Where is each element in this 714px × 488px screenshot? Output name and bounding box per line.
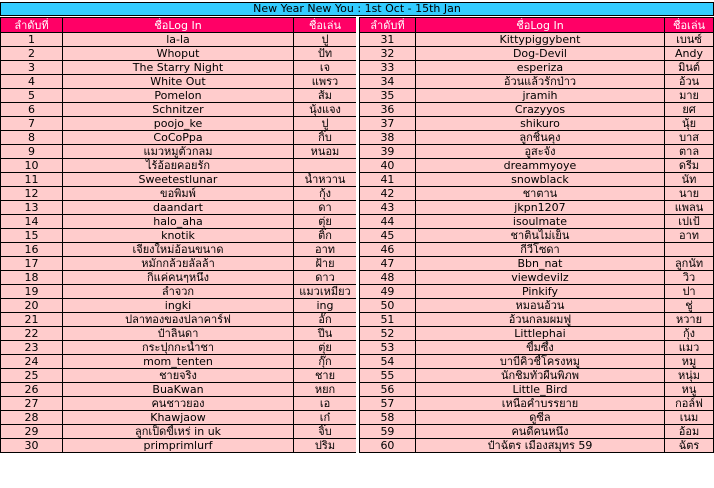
cell-number[interactable]: 38 (360, 131, 416, 145)
cell-login[interactable]: mom_tenten (63, 355, 294, 369)
cell-nickname[interactable]: ดา (294, 201, 357, 215)
cell-nickname[interactable]: ส้ม (294, 89, 357, 103)
cell-login[interactable]: la-la (63, 33, 294, 47)
table-row (360, 159, 714, 173)
table-row (360, 355, 714, 369)
table-row (360, 75, 714, 89)
table-row (1, 257, 357, 271)
cell-number[interactable]: 48 (360, 271, 416, 285)
cell-number[interactable]: 47 (360, 257, 416, 271)
cell-number[interactable]: 41 (360, 173, 416, 187)
cell-nickname[interactable]: อั๊ก (294, 313, 357, 327)
table-row (360, 257, 714, 271)
cell-nickname[interactable]: นาย (665, 187, 714, 201)
cell-number[interactable]: 12 (1, 187, 63, 201)
cell-nickname[interactable]: หวาย (665, 313, 714, 327)
cell-login[interactable]: หมอนอ้วน (415, 299, 664, 313)
cell-nickname[interactable]: Andy (665, 47, 714, 61)
table-row (360, 397, 714, 411)
cell-number[interactable]: 36 (360, 103, 416, 117)
cell-number[interactable]: 55 (360, 369, 416, 383)
cell-number[interactable]: 19 (1, 285, 63, 299)
cell-login[interactable]: อ้วนกลมผมฟู (415, 313, 664, 327)
cell-login[interactable]: BuaKwan (63, 383, 294, 397)
header-number[interactable]: ลำดับที่ (1, 18, 63, 33)
cell-login[interactable]: นักชิมทั่วผืนพิภพ (415, 369, 664, 383)
cell-login[interactable]: ลำจวก (63, 285, 294, 299)
cell-number[interactable]: 10 (1, 159, 63, 173)
cell-number[interactable]: 35 (360, 89, 416, 103)
cell-number[interactable]: 53 (360, 341, 416, 355)
table-row (1, 313, 357, 327)
table-row (1, 355, 357, 369)
cell-login[interactable]: knotik (63, 229, 294, 243)
cell-login[interactable]: CoCoPpa (63, 131, 294, 145)
table-row (1, 117, 357, 131)
table-row (1, 47, 357, 61)
cell-login[interactable]: กีวีโซดา (415, 243, 664, 257)
cell-nickname[interactable]: เอ (294, 397, 357, 411)
header-row (360, 18, 714, 33)
cell-nickname[interactable]: เปเป้ (665, 215, 714, 229)
cell-nickname[interactable]: เนม (665, 411, 714, 425)
table-row (1, 243, 357, 257)
table-row (360, 425, 714, 439)
table-row (1, 103, 357, 117)
cell-number[interactable]: 32 (360, 47, 416, 61)
table-row (360, 47, 714, 61)
cell-nickname[interactable]: นุ้ย (665, 117, 714, 131)
cell-number[interactable]: 9 (1, 145, 63, 159)
cell-number[interactable]: 31 (360, 33, 416, 47)
cell-nickname[interactable]: หนู (665, 383, 714, 397)
cell-login[interactable]: Pomelon (63, 89, 294, 103)
table-row (360, 103, 714, 117)
cell-login[interactable]: esperiza (415, 61, 664, 75)
cell-number[interactable]: 6 (1, 103, 63, 117)
cell-login[interactable]: ขี้มซึ้ง (415, 341, 664, 355)
cell-login[interactable]: Crazyyos (415, 103, 664, 117)
cell-number[interactable]: 13 (1, 201, 63, 215)
members-table-right (359, 17, 714, 453)
cell-login[interactable]: อ้วนแล้วรักป่าว (415, 75, 664, 89)
table-row (1, 145, 357, 159)
header-login[interactable]: ชื่อLog In (63, 18, 294, 33)
cell-number[interactable]: 21 (1, 313, 63, 327)
cell-nickname[interactable]: ing (294, 299, 357, 313)
cell-number[interactable]: 52 (360, 327, 416, 341)
cell-nickname[interactable]: หยก (294, 383, 357, 397)
cell-number[interactable]: 42 (360, 187, 416, 201)
table-row (1, 173, 357, 187)
cell-login[interactable]: Bbn_nat (415, 257, 664, 271)
cell-login[interactable]: Little_Bird (415, 383, 664, 397)
table-row (360, 61, 714, 75)
cell-login[interactable]: Kittypiggybent (415, 33, 664, 47)
cell-number[interactable]: 44 (360, 215, 416, 229)
cell-number[interactable]: 11 (1, 173, 63, 187)
table-row (360, 243, 714, 257)
cell-number[interactable]: 1 (1, 33, 63, 47)
cell-login[interactable]: Khawjaow (63, 411, 294, 425)
table-row (360, 285, 714, 299)
table-row (1, 33, 357, 47)
cell-number[interactable]: 27 (1, 397, 63, 411)
cell-number[interactable]: 60 (360, 439, 416, 453)
table-row (360, 341, 714, 355)
cell-nickname[interactable]: ตุ่ย (294, 341, 357, 355)
cell-login[interactable]: คนชาวยอง (63, 397, 294, 411)
cell-number[interactable]: 33 (360, 61, 416, 75)
cell-number[interactable]: 28 (1, 411, 63, 425)
cell-login[interactable]: primprimlurf (63, 439, 294, 453)
table-row (360, 439, 714, 453)
table-row (360, 299, 714, 313)
cell-nickname[interactable]: ฉัตร (665, 439, 714, 453)
cell-number[interactable]: 46 (360, 243, 416, 257)
cell-login[interactable]: poojo_ke (63, 117, 294, 131)
cell-number[interactable]: 22 (1, 327, 63, 341)
cell-nickname[interactable]: น้ำหวาน (294, 173, 357, 187)
table-row (360, 145, 714, 159)
table-row (1, 327, 357, 341)
cell-login[interactable]: dreammyoye (415, 159, 664, 173)
table-row (360, 229, 714, 243)
cell-number[interactable]: 58 (360, 411, 416, 425)
cell-number[interactable]: 2 (1, 47, 63, 61)
cell-number[interactable]: 50 (360, 299, 416, 313)
cell-nickname[interactable]: มาย (665, 89, 714, 103)
table-row (360, 131, 714, 145)
cell-nickname[interactable]: อ้วน (665, 75, 714, 89)
cell-number[interactable]: 40 (360, 159, 416, 173)
cell-nickname[interactable]: กุ้ง (294, 187, 357, 201)
cell-number[interactable]: 57 (360, 397, 416, 411)
cell-nickname[interactable]: หนุ่ม (665, 369, 714, 383)
cell-number[interactable]: 8 (1, 131, 63, 145)
table-row (360, 411, 714, 425)
cell-nickname[interactable]: ตาล (665, 145, 714, 159)
cell-number[interactable]: 24 (1, 355, 63, 369)
cell-nickname[interactable]: หนอม (294, 145, 357, 159)
cell-nickname[interactable]: ตุ่ย (294, 215, 357, 229)
table-row (360, 327, 714, 341)
cell-login[interactable]: ชายจริง (63, 369, 294, 383)
cell-number[interactable]: 30 (1, 439, 63, 453)
cell-nickname[interactable]: มินต์ (665, 61, 714, 75)
table-row (360, 369, 714, 383)
table-row (360, 187, 714, 201)
cell-number[interactable]: 37 (360, 117, 416, 131)
cell-nickname[interactable]: เก๋ (294, 411, 357, 425)
table-row (1, 341, 357, 355)
header-row (1, 18, 357, 33)
cell-nickname[interactable]: อ้อม (665, 425, 714, 439)
cell-nickname[interactable]: ชาย (294, 369, 357, 383)
cell-number[interactable]: 5 (1, 89, 63, 103)
cell-number[interactable]: 29 (1, 425, 63, 439)
cell-login[interactable]: ingki (63, 299, 294, 313)
table-row (1, 425, 357, 439)
table-row (1, 187, 357, 201)
table-row (1, 439, 357, 453)
cell-login[interactable]: Dog-Devil (415, 47, 664, 61)
cell-nickname[interactable]: ติ๊ก (294, 229, 357, 243)
cell-nickname[interactable]: แมว (665, 341, 714, 355)
cell-number[interactable]: 39 (360, 145, 416, 159)
cell-nickname[interactable]: นัท (665, 173, 714, 187)
cell-number[interactable]: 7 (1, 117, 63, 131)
table-row (1, 215, 357, 229)
cell-login[interactable]: Pinkify (415, 285, 664, 299)
header-nickname[interactable]: ชื่อเล่น (294, 18, 357, 33)
cell-login[interactable]: isoulmate (415, 215, 664, 229)
cell-login[interactable]: ป๋าฉัตร เมืองสมุทร 59 (415, 439, 664, 453)
cell-login[interactable]: Schnitzer (63, 103, 294, 117)
cell-login[interactable]: ดูซีล (415, 411, 664, 425)
cell-nickname[interactable]: เจ (294, 61, 357, 75)
cell-nickname[interactable]: กิ๊บ (294, 131, 357, 145)
cell-login[interactable]: Sweetestlunar (63, 173, 294, 187)
table-row (360, 215, 714, 229)
cell-nickname[interactable]: วิว (665, 271, 714, 285)
table-row (1, 131, 357, 145)
cell-login[interactable]: แมวหมูตัวกลม (63, 145, 294, 159)
cell-number[interactable]: 43 (360, 201, 416, 215)
cell-number[interactable]: 4 (1, 75, 63, 89)
table-row (1, 299, 357, 313)
cell-login[interactable]: ป๋าลินดา (63, 327, 294, 341)
cell-number[interactable]: 14 (1, 215, 63, 229)
cell-number[interactable]: 16 (1, 243, 63, 257)
cell-login[interactable]: jkpn1207 (415, 201, 664, 215)
table-row (1, 397, 357, 411)
cell-number[interactable]: 15 (1, 229, 63, 243)
cell-nickname[interactable]: แพรว (294, 75, 357, 89)
table-row (360, 173, 714, 187)
cell-number[interactable]: 25 (1, 369, 63, 383)
cell-login[interactable]: Littlephai (415, 327, 664, 341)
cell-nickname[interactable]: ลูกนัท (665, 257, 714, 271)
table-row (1, 201, 357, 215)
cell-login[interactable]: กิ๋แค่คนๆหนึ่ง (63, 271, 294, 285)
table-row (1, 61, 357, 75)
cell-nickname[interactable]: ปู (294, 33, 357, 47)
table-row (360, 201, 714, 215)
cell-login[interactable]: อูสะจัง (415, 145, 664, 159)
table-row (360, 117, 714, 131)
cell-nickname[interactable]: เบนซ์ (665, 33, 714, 47)
cell-number[interactable]: 26 (1, 383, 63, 397)
cell-number[interactable]: 56 (360, 383, 416, 397)
cell-number[interactable]: 3 (1, 61, 63, 75)
cell-number[interactable]: 34 (360, 75, 416, 89)
table-row (1, 411, 357, 425)
cell-login[interactable]: shikuro (415, 117, 664, 131)
cell-login[interactable]: jramih (415, 89, 664, 103)
cell-login[interactable]: เหนือคำบรรยาย (415, 397, 664, 411)
cell-nickname[interactable]: ดาว (294, 271, 357, 285)
table-row (1, 383, 357, 397)
cell-login[interactable]: snowblack (415, 173, 664, 187)
cell-number[interactable]: 20 (1, 299, 63, 313)
cell-nickname[interactable]: อาท (665, 229, 714, 243)
table-row (1, 75, 357, 89)
cell-login[interactable]: ชาตาน (415, 187, 664, 201)
cell-login[interactable]: White Out (63, 75, 294, 89)
cell-nickname[interactable]: แมวเหมียว (294, 285, 357, 299)
cell-login[interactable]: ปลาทองของปลาคาร์ฟ (63, 313, 294, 327)
cell-nickname[interactable]: กอล์ฟ (665, 397, 714, 411)
cell-nickname[interactable]: ปู (294, 117, 357, 131)
cell-nickname[interactable]: อาท (294, 243, 357, 257)
table-row (1, 285, 357, 299)
cell-login[interactable]: ขอพิมพ์ (63, 187, 294, 201)
cell-nickname[interactable]: ปา (665, 285, 714, 299)
cell-login[interactable]: เจียงใหม่อ้อนขนาด (63, 243, 294, 257)
table-row (360, 313, 714, 327)
cell-nickname[interactable] (665, 243, 714, 257)
cell-number[interactable]: 17 (1, 257, 63, 271)
cell-nickname[interactable]: ฝ้าย (294, 257, 357, 271)
cell-login[interactable]: ไร้อ้อยคอยรัก (63, 159, 294, 173)
cell-login[interactable]: viewdevilz (415, 271, 664, 285)
sheet-title[interactable]: New Year New You : 1st Oct - 15th Jan (0, 2, 714, 16)
cell-nickname[interactable]: กุ้ง (665, 327, 714, 341)
cell-login[interactable]: daandart (63, 201, 294, 215)
cell-number[interactable]: 23 (1, 341, 63, 355)
header-number[interactable]: ลำดับที่ (360, 18, 416, 33)
table-row (1, 159, 357, 173)
cell-nickname[interactable]: แพลน (665, 201, 714, 215)
table-body-left (1, 33, 357, 453)
header-login[interactable]: ชื่อLog In (415, 18, 664, 33)
cell-nickname[interactable]: หมู (665, 355, 714, 369)
cell-nickname[interactable] (294, 159, 357, 173)
cell-login[interactable]: The Starry Night (63, 61, 294, 75)
table-row (1, 271, 357, 285)
header-nickname[interactable]: ชื่อเล่น (665, 18, 714, 33)
table-row (360, 383, 714, 397)
cell-nickname[interactable]: ชู่ (665, 299, 714, 313)
table-row (360, 271, 714, 285)
cell-nickname[interactable]: จิ๊บ (294, 425, 357, 439)
cell-number[interactable]: 51 (360, 313, 416, 327)
cell-nickname[interactable]: นุ้งแจง (294, 103, 357, 117)
cell-nickname[interactable]: ปีน (294, 327, 357, 341)
cell-number[interactable]: 59 (360, 425, 416, 439)
cell-nickname[interactable]: ปัท (294, 47, 357, 61)
members-table-left (0, 17, 357, 453)
cell-number[interactable]: 54 (360, 355, 416, 369)
table-row (1, 369, 357, 383)
cell-login[interactable]: กระปุกกะน้ำชา (63, 341, 294, 355)
cell-login[interactable]: คนดีคนหนึ่ง (415, 425, 664, 439)
cell-number[interactable]: 49 (360, 285, 416, 299)
cell-nickname[interactable]: ยศ (665, 103, 714, 117)
cell-number[interactable]: 18 (1, 271, 63, 285)
cell-nickname[interactable]: ปริม (294, 439, 357, 453)
cell-login[interactable]: ลูกชิ้นคุง (415, 131, 664, 145)
cell-login[interactable]: หมักกล้วยลัลล้า (63, 257, 294, 271)
cell-login[interactable]: Whoput (63, 47, 294, 61)
cell-login[interactable]: ลูกเป็ดขี้เหร่ in uk (63, 425, 294, 439)
cell-login[interactable]: บาบีคิวชี้โครงหมู (415, 355, 664, 369)
cell-login[interactable]: halo_aha (63, 215, 294, 229)
cell-number[interactable]: 45 (360, 229, 416, 243)
table-body-right (360, 33, 714, 453)
table-row (360, 89, 714, 103)
table-row (1, 89, 357, 103)
table-row (1, 229, 357, 243)
cell-nickname[interactable]: ดรีม (665, 159, 714, 173)
cell-login[interactable]: ชาตินไม่เย็น (415, 229, 664, 243)
cell-nickname[interactable]: กุ๊ก (294, 355, 357, 369)
table-row (360, 33, 714, 47)
cell-nickname[interactable]: บาส (665, 131, 714, 145)
